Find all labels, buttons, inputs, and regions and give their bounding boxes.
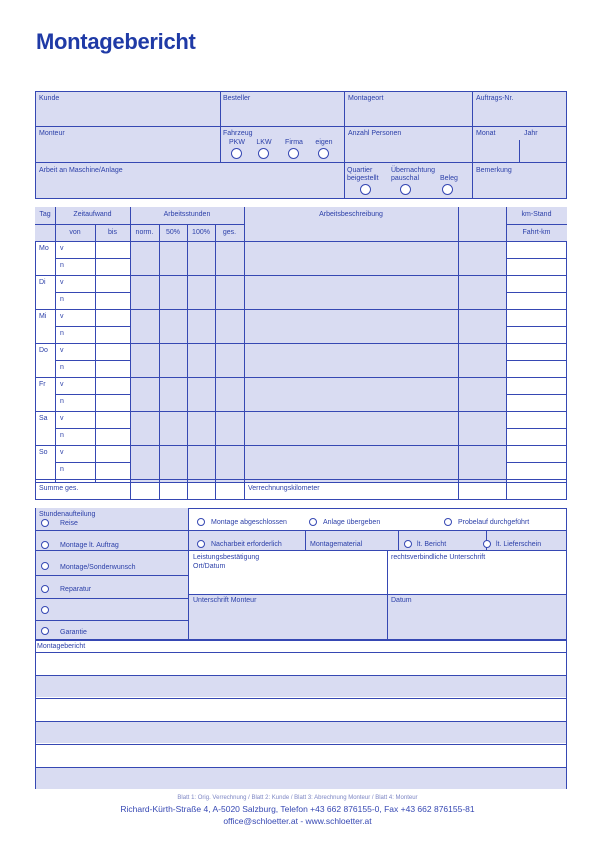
uebernachtung-radio[interactable] xyxy=(400,184,411,195)
lt-bericht-label: lt. Bericht xyxy=(417,541,447,548)
n-label: n xyxy=(60,296,64,303)
fahrzeug-firma-radio[interactable] xyxy=(288,148,299,159)
day-label: Di xyxy=(39,279,46,286)
datum-label: Datum xyxy=(391,597,412,604)
kunde-label: Kunde xyxy=(39,95,60,102)
zeitaufwand-header: Zeitaufwand xyxy=(73,211,112,218)
n-label: n xyxy=(60,432,64,439)
v-label: v xyxy=(60,347,64,354)
montageort-label: Montageort xyxy=(348,95,384,102)
beschreibung-input[interactable] xyxy=(245,344,457,376)
page-title: Montagebericht xyxy=(36,29,196,54)
garantie-label: Garantie xyxy=(60,629,87,636)
anlage-uebergeben-radio[interactable] xyxy=(309,518,317,526)
n-label: n xyxy=(60,364,64,371)
day-label: Sa xyxy=(39,415,48,422)
zeit-von-input[interactable] xyxy=(56,412,94,444)
zeit-von-input[interactable] xyxy=(56,242,94,274)
p100-header: 100% xyxy=(192,229,210,236)
montage-sonderwunsch-label: Montage/Sonderwunsch xyxy=(60,564,136,571)
footer-blatt: Blatt 1: Orig. Verrechnung / Blatt 2: Kunde / Blatt 3: Abrechnung Monteur / Blatt 4: Monteur xyxy=(177,795,418,801)
n-label: n xyxy=(60,466,64,473)
report-line[interactable] xyxy=(36,744,566,766)
beschreibung-input[interactable] xyxy=(245,378,457,410)
rechtsverbindlich-label: rechtsverbindliche Unterschrift xyxy=(391,554,486,561)
beleg-radio[interactable] xyxy=(442,184,453,195)
unterschrift-monteur-label: Unterschrift Monteur xyxy=(193,597,257,604)
day-label: Mi xyxy=(39,313,47,320)
anlage-uebergeben-label: Anlage übergeben xyxy=(323,519,381,526)
fahrtkm-header: Fahrt-km xyxy=(522,229,551,236)
leistungsbestaetigung-label: Leistungsbestätigung xyxy=(193,554,260,561)
v-label: v xyxy=(60,415,64,422)
summe-label: Summe ges. xyxy=(39,485,79,492)
fahrzeug-eigen-radio[interactable] xyxy=(318,148,329,159)
fahrzeug-label: Fahrzeug xyxy=(223,130,253,137)
nacharbeit-radio[interactable] xyxy=(197,540,205,548)
n-label: n xyxy=(60,330,64,337)
beschreibung-input[interactable] xyxy=(245,412,457,444)
stundenaufteilung-label: Stundenaufteilung xyxy=(39,511,96,518)
v-label: v xyxy=(60,279,64,286)
reparatur-radio[interactable] xyxy=(41,585,49,593)
montage-abgeschlossen-radio[interactable] xyxy=(197,518,205,526)
von-header: von xyxy=(69,229,81,236)
day-label: Fr xyxy=(39,381,46,388)
report-line[interactable] xyxy=(36,698,566,720)
reise-radio[interactable] xyxy=(41,519,49,527)
monat-label: Monat xyxy=(476,130,496,137)
montage-auftrag-label: Montage lt. Auftrag xyxy=(60,542,119,549)
montagebericht-label: Montagebericht xyxy=(37,643,86,650)
n-label: n xyxy=(60,398,64,405)
auftragsnr-label: Auftrags-Nr. xyxy=(476,95,514,102)
tag-header: Tag xyxy=(39,211,51,218)
day-label: Do xyxy=(39,347,48,354)
verrechnungskm-label: Verrechnungskilometer xyxy=(248,485,320,492)
montage-auftrag-radio[interactable] xyxy=(41,541,49,549)
v-label: v xyxy=(60,313,64,320)
monteur-label: Monteur xyxy=(39,130,65,137)
report-line[interactable] xyxy=(36,652,566,674)
reise-label: Reise xyxy=(60,520,78,527)
beschreibung-input[interactable] xyxy=(245,242,457,274)
quartier-label: Quartier beigestellt xyxy=(347,167,379,182)
bis-header: bis xyxy=(108,229,117,236)
lt-lieferschein-label: lt. Lieferschein xyxy=(496,541,542,548)
zeit-von-input[interactable] xyxy=(56,310,94,342)
zeit-von-input[interactable] xyxy=(56,446,94,478)
reparatur-label: Reparatur xyxy=(60,586,92,593)
beschreibung-input[interactable] xyxy=(245,446,457,478)
fahrzeug-pkw-label: PKW xyxy=(229,139,245,146)
n-label: n xyxy=(60,262,64,269)
montage-sonderwunsch-radio[interactable] xyxy=(41,562,49,570)
zeit-von-input[interactable] xyxy=(56,378,94,410)
report-line[interactable] xyxy=(36,767,566,789)
bemerkung-label: Bemerkung xyxy=(476,167,512,174)
norm-header: norm. xyxy=(135,229,154,236)
beleg-label: Beleg xyxy=(440,175,458,182)
footer-contact: office@schloetter.at - www.schloetter.at xyxy=(223,816,372,826)
report-line[interactable] xyxy=(36,675,566,697)
probelauf-label: Probelauf durchgeführt xyxy=(458,519,530,526)
montage-abgeschlossen-label: Montage abgeschlossen xyxy=(211,519,287,526)
report-line[interactable] xyxy=(36,721,566,743)
lt-lieferschein-radio[interactable] xyxy=(483,540,491,548)
fahrzeug-lkw-label: LKW xyxy=(256,139,272,146)
fahrzeug-firma-label: Firma xyxy=(285,139,303,146)
day-label: Mo xyxy=(39,245,49,252)
v-label: v xyxy=(60,245,64,252)
v-label: v xyxy=(60,449,64,456)
probelauf-radio[interactable] xyxy=(444,518,452,526)
ges-header: ges. xyxy=(222,229,237,236)
fahrzeug-pkw-radio[interactable] xyxy=(231,148,242,159)
fahrzeug-eigen-label: eigen xyxy=(315,139,333,146)
uebernachtung-label: Übernachtung pauschal xyxy=(391,167,435,182)
besteller-label: Besteller xyxy=(223,95,251,102)
footer-address: Richard-Kürth-Straße 4, A-5020 Salzburg, Telefon +43 662 876155-0, Fax +43 662 876155-81 xyxy=(120,804,475,814)
fahrzeug-lkw-radio[interactable] xyxy=(258,148,269,159)
arbeitsbeschreibung-header: Arbeitsbeschreibung xyxy=(319,211,383,218)
beschreibung-input[interactable] xyxy=(245,310,457,342)
p50-header: 50% xyxy=(165,229,180,236)
zeit-von-input[interactable] xyxy=(56,344,94,376)
zeit-von-input[interactable] xyxy=(56,276,94,308)
quartier-radio[interactable] xyxy=(360,184,371,195)
arbeitsstunden-header: Arbeitsstunden xyxy=(163,211,211,218)
ortdatum-label: Ort/Datum xyxy=(193,563,226,570)
lt-bericht-radio[interactable] xyxy=(404,540,412,548)
kmstand-header: km-Stand xyxy=(521,211,552,218)
montagematerial-label: Montagematerial xyxy=(310,541,363,548)
anzahl-personen-label: Anzahl Personen xyxy=(348,130,402,137)
jahr-label: Jahr xyxy=(524,130,538,137)
v-label: v xyxy=(60,381,64,388)
day-label: So xyxy=(39,449,48,456)
beschreibung-input[interactable] xyxy=(245,276,457,308)
arbeit-label: Arbeit an Maschine/Anlage xyxy=(39,167,123,174)
blank-option-radio[interactable] xyxy=(41,606,49,614)
garantie-radio[interactable] xyxy=(41,627,49,635)
nacharbeit-label: Nacharbeit erforderlich xyxy=(211,541,282,548)
